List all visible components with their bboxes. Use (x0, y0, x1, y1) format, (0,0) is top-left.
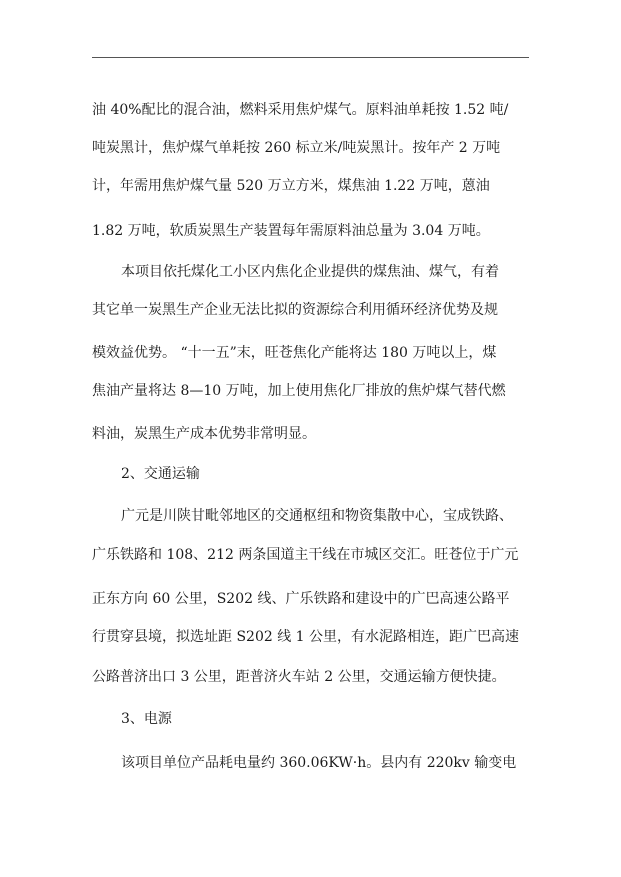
paragraph-first-line: 该项目单位产品耗电量约 360.06KW·h。县内有 220kv 输变电 (121, 755, 517, 771)
body-line: 行贯穿县境，拟选址距 S202 线 1 公里，有水泥路相连，距广巴高速 (92, 629, 520, 645)
body-line: 1.82 万吨，软质炭黑生产装置每年需原料油总量为 3.04 万吨。 (92, 223, 490, 239)
body-line: 油 40%配比的混合油，燃料采用焦炉煤气。原料油单耗按 1.52 吨/ (92, 102, 509, 118)
header-divider (92, 57, 529, 58)
body-line: 吨炭黑计，焦炉煤气单耗按 260 标立米/吨炭黑计。按年产 2 万吨 (92, 140, 501, 156)
body-line: 焦油产量将达 8—10 万吨，加上使用焦化厂排放的焦炉煤气替代燃 (92, 383, 506, 399)
body-line: 其它单一炭黑生产企业无法比拟的资源综合利用循环经济优势及规 (92, 302, 498, 318)
body-line: 计，年需用焦炉煤气量 520 万立方米，煤焦油 1.22 万吨，蒽油 (92, 178, 490, 194)
body-line: 广乐铁路和 108、212 两条国道主干线在市城区交汇。旺苍位于广元 (92, 547, 519, 563)
body-line: 公路普济出口 3 公里，距普济火车站 2 公里，交通运输方便快捷。 (92, 669, 506, 685)
body-line: 料油，炭黑生产成本优势非常明显。 (92, 426, 316, 442)
section-heading-transport: 2、交通运输 (121, 466, 200, 482)
section-heading-power: 3、电源 (121, 711, 172, 727)
paragraph-first-line: 本项目依托煤化工小区内焦化企业提供的煤焦油、煤气，有着 (121, 264, 499, 280)
body-line: 正东方向 60 公里，S202 线、广乐铁路和建设中的广巴高速公路平 (92, 591, 510, 607)
body-line: 模效益优势。 “十一五”末，旺苍焦化产能将达 180 万吨以上，煤 (92, 345, 497, 361)
paragraph-first-line: 广元是川陕甘毗邻地区的交通枢纽和物资集散中心，宝成铁路、 (121, 508, 513, 524)
